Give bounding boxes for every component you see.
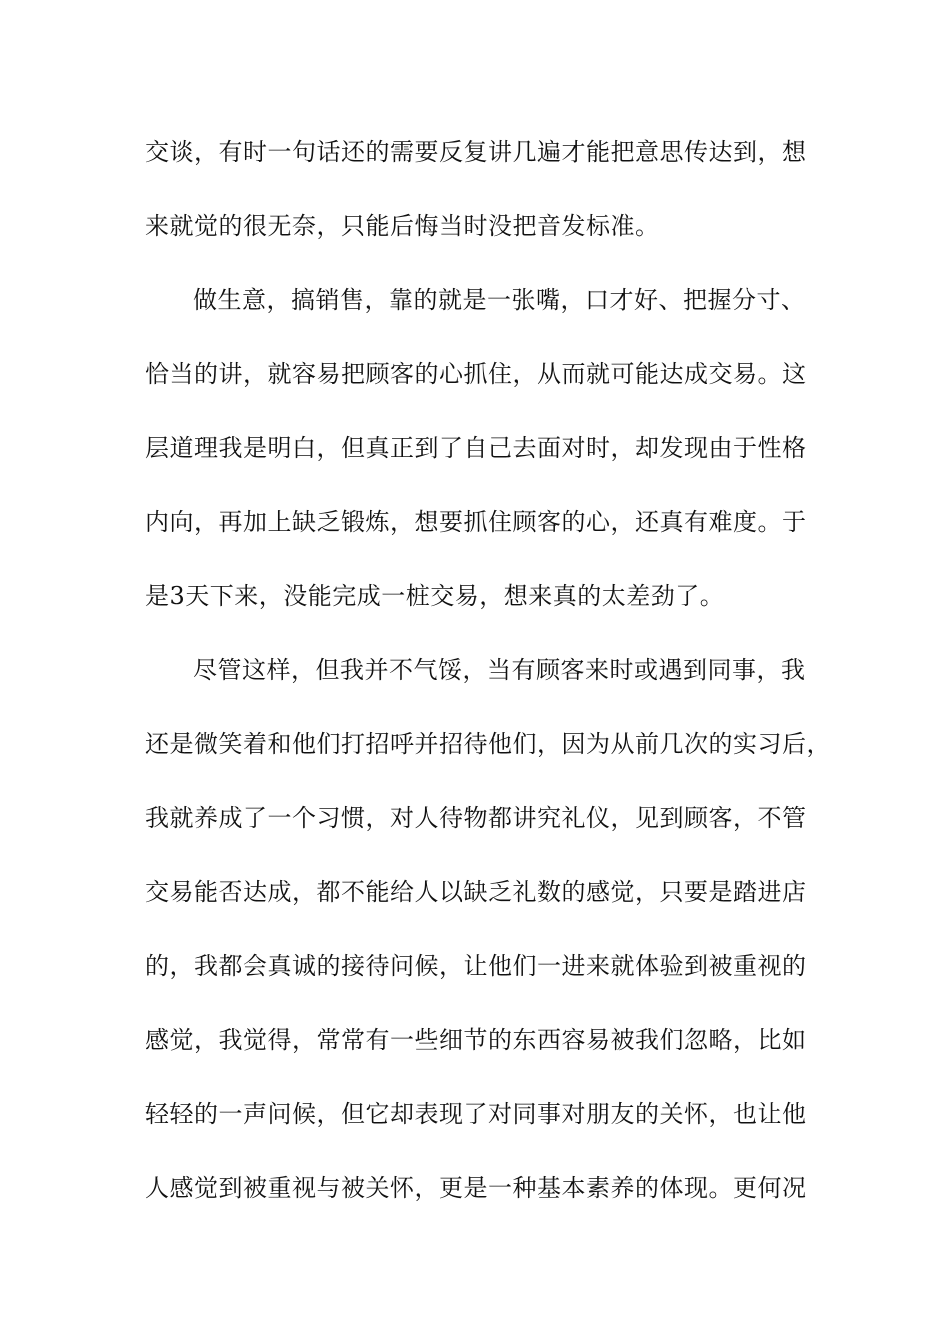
text-line: 恰当的讲，就容易把顾客的心抓住，从而就可能达成交易。这 <box>145 360 807 388</box>
text-line: 感觉，我觉得，常常有一些细节的东西容易被我们忽略，比如 <box>145 1026 807 1054</box>
text-line: 层道理我是明白，但真正到了自己去面对时，却发现由于性格 <box>145 434 807 462</box>
paragraph-start-line: 尽管这样，但我并不气馁，当有顾客来时或遇到同事，我 <box>193 656 806 684</box>
text-line: 是3天下来，没能完成一桩交易，想来真的太差劲了。 <box>145 582 725 610</box>
text-line: 交谈，有时一句话还的需要反复讲几遍才能把意思传达到，想 <box>145 138 807 166</box>
text-line: 还是微笑着和他们打招呼并招待他们，因为从前几次的实习后， <box>145 730 831 758</box>
text-line: 轻轻的一声问候，但它却表现了对同事对朋友的关怀，也让他 <box>145 1100 807 1128</box>
text-line: 的，我都会真诚的接待问候，让他们一进来就体验到被重视的 <box>145 952 807 980</box>
text-line: 我就养成了一个习惯，对人待物都讲究礼仪，见到顾客，不管 <box>145 804 807 832</box>
text-line: 人感觉到被重视与被关怀，更是一种基本素养的体现。更何况 <box>145 1174 807 1202</box>
text-line: 来就觉的很无奈，只能后悔当时没把音发标准。 <box>145 212 660 240</box>
text-line: 内向，再加上缺乏锻炼，想要抓住顾客的心，还真有难度。于 <box>145 508 807 536</box>
text-line: 交易能否达成，都不能给人以缺乏礼数的感觉，只要是踏进店 <box>145 878 807 906</box>
document-body <box>145 128 845 1238</box>
paragraph-start-line: 做生意，搞销售，靠的就是一张嘴，口才好、把握分寸、 <box>193 286 806 314</box>
